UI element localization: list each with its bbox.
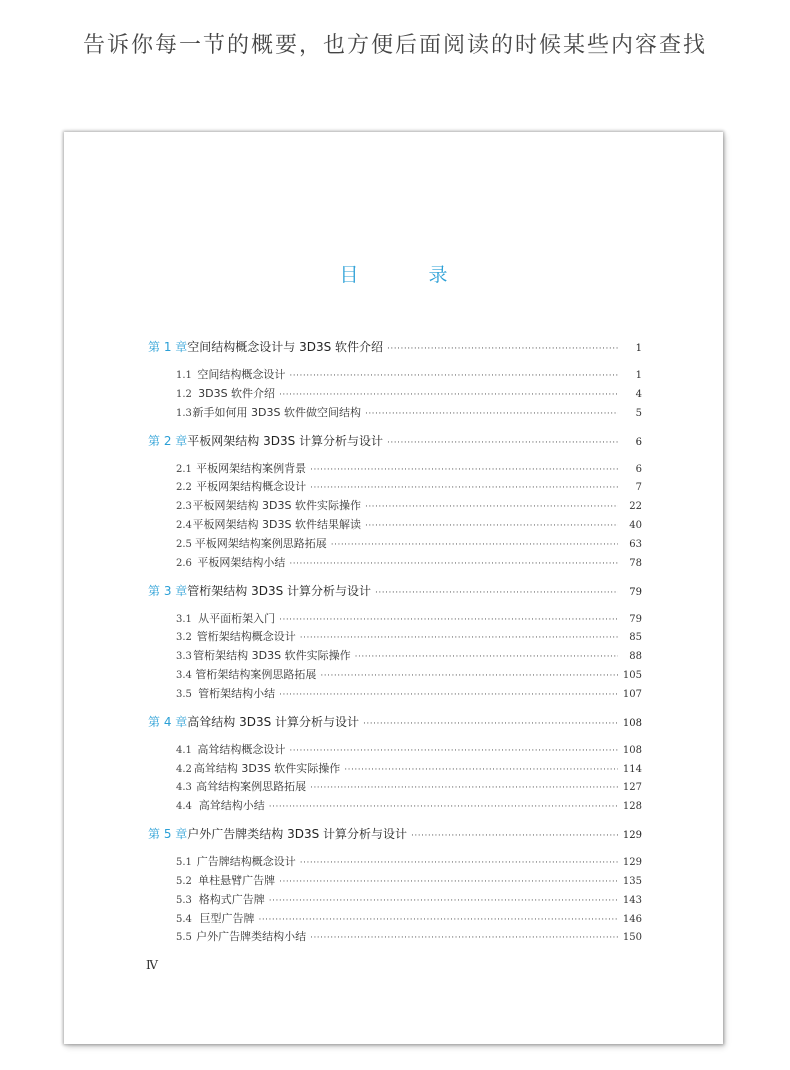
section-title: 平板网架结构案例思路拓展 (194, 536, 327, 550)
section-number: 1.1 (176, 370, 192, 381)
toc-chapter-row (148, 582, 642, 600)
section-title: 管桁架结构案例思路拓展 (195, 668, 317, 681)
toc-section-row (148, 385, 642, 403)
section-number: 3.4 (176, 670, 192, 681)
chapter-number: 第 3 章 (148, 583, 188, 598)
page-number: 1 (635, 370, 642, 381)
section-title: 新手如何用 3D3S 软件做空间结构 (192, 405, 361, 419)
page-number: 5 (635, 407, 642, 419)
section-title: 管桁架结构 3D3S 软件实际操作 (193, 649, 351, 663)
toc-section-row (148, 666, 642, 684)
section-number: 2.1 (176, 463, 192, 475)
toc-section-row (148, 478, 642, 496)
section-title: 空间结构概念设计 (197, 368, 286, 381)
dot-leader (365, 409, 618, 419)
section-number: 2.4 (176, 520, 192, 531)
toc-section-row (148, 872, 642, 890)
dot-leader (269, 802, 618, 812)
dot-leader (411, 831, 618, 841)
section-title: 平板网架结构小结 (197, 555, 286, 569)
section-title: 平板网架结构 3D3S 软件实际操作 (192, 499, 361, 513)
section-number: 5.3 (176, 894, 192, 906)
chapter-title: 空间结构概念设计与 3D3S 软件介绍 (187, 340, 384, 354)
page-number: 40 (629, 520, 642, 531)
section-title: 平板网架结构案例背景 (196, 461, 307, 475)
page-folio: Ⅳ (146, 958, 158, 972)
section-number: 5.2 (176, 876, 192, 887)
toc-title: 目 录 (339, 264, 480, 286)
section-title: 单柱悬臂广告牌 (198, 874, 276, 887)
page-number: 79 (629, 613, 642, 625)
dot-leader (310, 465, 618, 475)
dot-leader (375, 588, 618, 598)
toc-section-row (148, 366, 642, 384)
section-title: 平板网架结构概念设计 (196, 480, 307, 494)
page-number: 114 (622, 763, 642, 775)
section-number: 4.2 (176, 763, 192, 775)
dot-leader (279, 390, 618, 400)
page-number: 88 (629, 651, 642, 663)
dot-leader (258, 915, 618, 925)
page-number: 129 (622, 857, 642, 869)
dot-leader (300, 858, 618, 868)
chapter-number: 第 1 章 (148, 340, 188, 354)
section-title: 格构式广告牌 (198, 892, 265, 906)
toc-section-row (148, 460, 642, 478)
page-number: 1 (635, 343, 642, 354)
dot-leader (310, 483, 618, 493)
page-number: 127 (622, 782, 642, 794)
dot-leader (365, 521, 618, 531)
dot-leader (289, 559, 618, 569)
section-title: 平板网架结构 3D3S 软件结果解读 (192, 518, 361, 531)
chapter-number: 第 5 章 (148, 827, 188, 842)
dot-leader (365, 502, 618, 512)
toc-section-row (148, 853, 642, 871)
page-number: 6 (635, 436, 642, 448)
chapter-title: 户外广告牌类结构 3D3S 计算分析与设计 (187, 827, 408, 842)
page-number: 135 (622, 876, 642, 887)
page-number: 78 (629, 557, 642, 569)
section-number: 3.5 (176, 688, 192, 700)
dot-leader (289, 746, 618, 756)
toc-section-row (148, 404, 642, 422)
dot-leader (279, 877, 618, 887)
section-title: 高耸结构小结 (198, 799, 265, 813)
toc-section-row (148, 778, 642, 796)
toc-chapter-row (148, 713, 642, 731)
section-number: 3.3 (176, 651, 192, 663)
page-number: 63 (629, 538, 642, 550)
section-number: 2.3 (176, 501, 192, 513)
dot-leader (279, 615, 618, 625)
toc-section-row (148, 910, 642, 928)
section-title: 管桁架结构小结 (198, 686, 276, 700)
chapter-title: 管桁架结构 3D3S 计算分析与设计 (187, 583, 372, 598)
dot-leader (310, 933, 618, 943)
section-number: 2.6 (176, 557, 192, 569)
page-number: 150 (622, 932, 642, 944)
toc-section-row (148, 628, 642, 646)
section-title: 户外广告牌类结构小结 (196, 930, 307, 944)
section-number: 1.3 (176, 407, 192, 419)
dot-leader (331, 540, 618, 550)
section-number: 2.5 (176, 538, 192, 550)
dot-leader (387, 344, 618, 354)
section-number: 5.1 (176, 857, 192, 869)
dot-leader (269, 896, 618, 906)
page-number: 146 (622, 913, 642, 925)
toc-section-row (148, 928, 642, 946)
toc-section-row (148, 741, 642, 759)
chapter-title: 平板网架结构 3D3S 计算分析与设计 (187, 433, 384, 448)
toc-section-row (148, 891, 642, 909)
toc-section-row (148, 610, 642, 628)
page-number: 4 (635, 388, 642, 400)
book-page (64, 132, 723, 1044)
toc-chapter-row (148, 338, 642, 356)
section-number: 5.4 (176, 913, 192, 925)
toc-section-row (148, 760, 642, 778)
dot-leader (310, 783, 618, 793)
page-caption: 告诉你每一节的概要，也方便后面阅读的时候某些内容查找 (82, 33, 707, 58)
toc-section-row (148, 797, 642, 815)
section-title: 高耸结构案例思路拓展 (196, 780, 307, 794)
dot-leader (300, 633, 618, 643)
toc-section-row (148, 516, 642, 534)
toc-section-row (148, 554, 642, 572)
page-number: 108 (622, 717, 642, 729)
section-title: 高耸结构 3D3S 软件实际操作 (193, 761, 341, 775)
section-number: 2.2 (176, 482, 192, 494)
section-title: 从平面桁架入门 (198, 611, 276, 625)
page-number: 105 (622, 670, 642, 681)
page-number: 107 (622, 688, 642, 700)
toc-section-row (148, 685, 642, 703)
toc-section-row (148, 647, 642, 665)
toc-section-row (148, 535, 642, 553)
page-number: 85 (629, 632, 642, 644)
section-title: 巨型广告牌 (199, 911, 255, 925)
dot-leader (344, 765, 618, 775)
page-number: 79 (629, 586, 642, 598)
page-number: 22 (629, 501, 642, 513)
dot-leader (387, 438, 618, 448)
page-number: 128 (622, 801, 642, 813)
chapter-number: 第 2 章 (148, 433, 188, 448)
dot-leader (289, 371, 618, 381)
page-number: 108 (622, 744, 642, 756)
section-number: 4.4 (176, 801, 192, 813)
page-number: 7 (635, 482, 642, 494)
toc-section-row (148, 497, 642, 515)
page-number: 129 (622, 830, 642, 842)
section-number: 3.1 (176, 613, 192, 625)
toc-chapter-row (148, 825, 642, 843)
section-title: 高耸结构概念设计 (197, 742, 286, 756)
toc-chapter-row (148, 432, 642, 450)
section-title: 广告牌结构概念设计 (196, 855, 296, 869)
chapter-title: 高耸结构 3D3S 计算分析与设计 (187, 714, 360, 729)
section-number: 4.1 (176, 744, 192, 756)
section-title: 管桁架结构概念设计 (196, 630, 296, 644)
page-number: 143 (622, 894, 642, 906)
dot-leader (279, 690, 618, 700)
section-number: 5.5 (176, 932, 192, 944)
dot-leader (363, 719, 618, 729)
dot-leader (355, 652, 618, 662)
section-number: 3.2 (176, 632, 192, 644)
page-number: 6 (635, 463, 642, 475)
chapter-number: 第 4 章 (148, 714, 188, 729)
section-number: 1.2 (176, 388, 192, 400)
section-title: 3D3S 软件介绍 (198, 386, 276, 400)
section-number: 4.3 (176, 782, 192, 794)
dot-leader (320, 671, 618, 681)
